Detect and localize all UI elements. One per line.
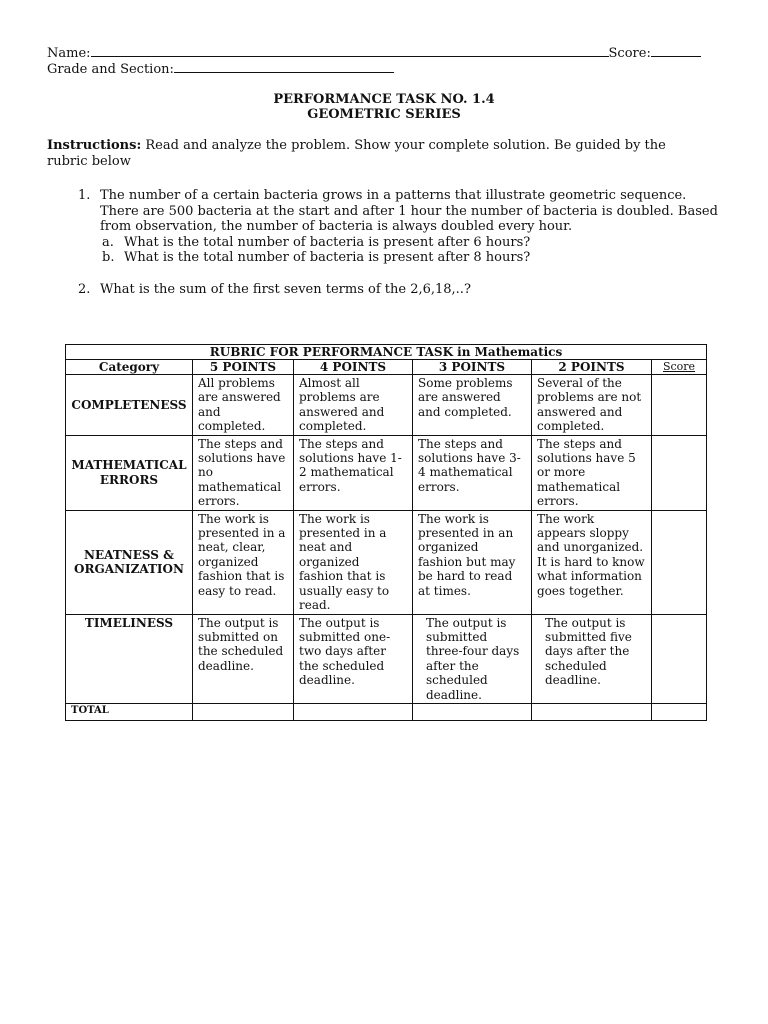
criteria-cell: The output is submitted on the scheduled deadline. (193, 614, 294, 703)
total-cell[interactable] (193, 703, 294, 720)
category-cell: TIMELINESS (66, 614, 193, 703)
rubric-caption-row (66, 345, 707, 360)
criteria-cell: The work is presented in an organized fashion but may be hard to read at times. (413, 510, 532, 614)
problem-1 (78, 188, 728, 266)
sub-question-letter: b. (102, 250, 115, 265)
sub-question-text: What is the total number of bacteria is present after 6 hours? (124, 234, 531, 250)
category-cell: MATHEMATICAL ERRORS (66, 435, 193, 510)
criteria-cell: The steps and solutions have 5 or more mathematical errors. (532, 435, 652, 510)
grade-section-label: Grade and Section: (47, 62, 174, 77)
rubric-table (65, 344, 707, 721)
problem-text: What is the sum of the first seven terms of the 2,6,18,..? (100, 282, 471, 297)
instructions (47, 138, 707, 170)
category-cell: NEATNESS & ORGANIZATION (66, 510, 193, 614)
grade-section-blank[interactable] (174, 60, 394, 73)
rubric-row-timeliness (66, 614, 707, 703)
sub-question-text: What is the total number of bacteria is present after 8 hours? (124, 250, 531, 265)
header-category: Category (66, 360, 193, 375)
page-title: PERFORMANCE TASK NO. 1.4 (273, 92, 495, 107)
criteria-cell: The output is submitted one-two days after the scheduled deadline. (294, 614, 413, 703)
problem-2 (78, 282, 728, 298)
header-score: Score (652, 360, 707, 375)
criteria-cell: All problems are answered and completed. (193, 375, 294, 436)
total-cell[interactable] (532, 703, 652, 720)
rubric-caption: RUBRIC FOR PERFORMANCE TASK in Mathematics (66, 345, 707, 360)
name-line[interactable] (47, 44, 701, 61)
criteria-cell: Several of the problems are not answered and completed. (532, 375, 652, 436)
criteria-cell: The output is submitted five days after the scheduled deadline. (532, 614, 652, 703)
score-cell[interactable] (652, 510, 707, 614)
rubric-row-mathematical-errors (66, 435, 707, 510)
problem-number: 1. (78, 188, 91, 203)
criteria-cell: Some problems are answered and completed. (413, 375, 532, 436)
criteria-cell: The steps and solutions have 1-2 mathematical errors. (294, 435, 413, 510)
rubric-row-completeness (66, 375, 707, 436)
score-cell[interactable] (652, 614, 707, 703)
instructions-label: Instructions: (47, 138, 142, 153)
sub-question-a (100, 235, 728, 251)
problem-text: The number of a certain bacteria grows in a patterns that illustrate geometric sequence. There are 500 bacteria at the start and after 1 hour the number of bacteria is doubled. Based from observation, the number of bacteria is always doubled every hour. (100, 188, 718, 234)
header-5-points: 5 POINTS (193, 360, 294, 375)
sub-question-letter: a. (102, 234, 114, 250)
criteria-cell: The work is presented in a neat, clear, organized fashion that is easy to read. (193, 510, 294, 614)
sub-question-b (100, 250, 728, 266)
rubric-row-neatness (66, 510, 707, 614)
score-blank[interactable] (651, 44, 701, 57)
rubric-total-row (66, 703, 707, 720)
criteria-cell: The work appears sloppy and unorganized. It is hard to know what information goes together. (532, 510, 652, 614)
total-label: TOTAL (66, 703, 193, 720)
score-label: Score: (608, 46, 651, 61)
problem-number: 2. (78, 282, 91, 297)
total-score-cell[interactable] (652, 703, 707, 720)
criteria-cell: The steps and solutions have no mathematical errors. (193, 435, 294, 510)
rubric-header-row (66, 360, 707, 375)
criteria-cell: The output is submitted three-four days after the scheduled deadline. (413, 614, 532, 703)
score-cell[interactable] (652, 435, 707, 510)
header-3-points: 3 POINTS (413, 360, 532, 375)
criteria-cell: The steps and solutions have 3- 4 mathematical errors. (413, 435, 532, 510)
score-cell[interactable] (652, 375, 707, 436)
page-subtitle: GEOMETRIC SERIES (307, 107, 461, 122)
total-cell[interactable] (413, 703, 532, 720)
header-2-points: 2 POINTS (532, 360, 652, 375)
criteria-cell: The work is presented in a neat and organized fashion that is usually easy to read. (294, 510, 413, 614)
category-cell: COMPLETENESS (66, 375, 193, 436)
name-blank[interactable] (91, 44, 609, 57)
total-cell[interactable] (294, 703, 413, 720)
criteria-cell: Almost all problems are answered and completed. (294, 375, 413, 436)
header-4-points: 4 POINTS (294, 360, 413, 375)
grade-section-line[interactable] (47, 60, 394, 77)
instructions-text: Read and analyze the problem. Show your complete solution. Be guided by the rubric below (47, 138, 666, 169)
name-label: Name: (47, 46, 91, 61)
